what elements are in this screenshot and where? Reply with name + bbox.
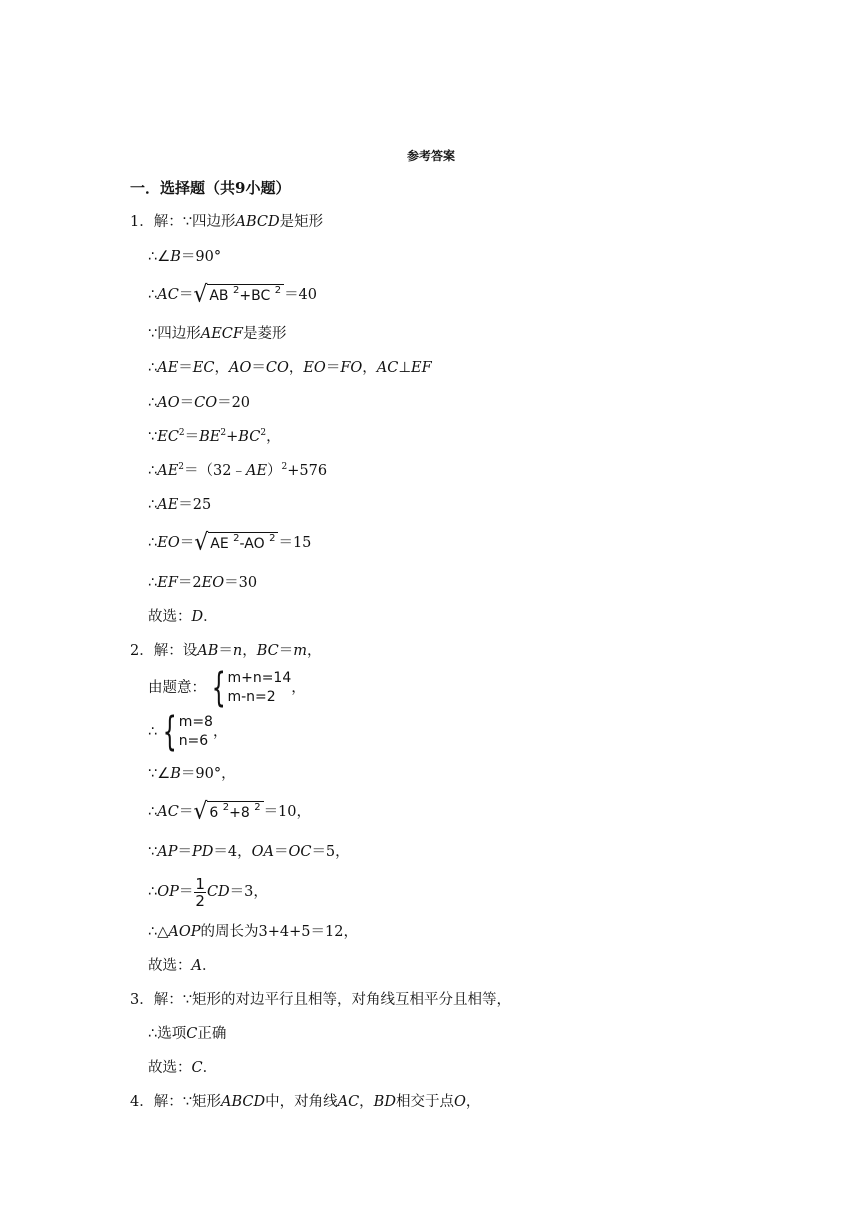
q2-line-8: ∴△AOP的周长为3+4+5＝12， [148, 924, 358, 940]
q3-number: 3． [130, 992, 154, 1008]
q1-line-5: ∴AE＝EC，AO＝CO，EO＝FO，AC⊥EF [148, 360, 432, 376]
q2-line-5: ∴AC＝ √ 6 $^2$+8 $^2$ ＝10， [148, 798, 312, 825]
q4-number: 4． [130, 1094, 154, 1110]
q2-answer: 故选：A． [148, 958, 217, 974]
q1-line-11: ∴EF＝2EO＝30 [148, 575, 258, 591]
q1-number: 1． [130, 214, 154, 230]
therefore-symbol: ∴ [148, 287, 158, 303]
therefore-symbol: ∴ [148, 249, 158, 265]
q1-line-2: ∴∠B＝90° [148, 249, 222, 265]
q1-line-1: 1．解：∵四边形ABCD是矩形 [130, 214, 324, 230]
q2-line-3: ∴ { m=8 n=6 ， [148, 709, 228, 755]
q1-line-8: $\therefore AE^2=(32﹣AE)^2+576$ [148, 462, 328, 479]
fraction-one-half: $\frac{1}{2}$ [195, 874, 205, 910]
q1-line-10: ∴EO＝ √ AE $^2$-AO $^2$ ＝15 [148, 529, 312, 556]
q1-line-3: ∴AC＝ √ AB $^2$+BC $^2$ ＝40 [148, 281, 318, 308]
page-title: 参考答案 [407, 149, 456, 163]
sqrt-formula: √ AE $^2$-AO $^2$ [194, 532, 278, 554]
equation-system: { m+n=14 m-n=2 [211, 665, 292, 711]
q1-answer: 故选：D． [148, 609, 218, 625]
q2-line-7: ∴OP＝ $\frac{1}{2}$ CD＝3， [148, 874, 268, 910]
q4-line-1: 4．解：∵矩形ABCD中，对角线AC，BD相交于点O， [130, 1094, 481, 1110]
q1-line-6: ∴AO＝CO＝20 [148, 395, 251, 411]
q3-line-2: ∴选项C正确 [148, 1026, 227, 1042]
q2-line-4: ∵∠B＝90°， [148, 766, 236, 782]
section-heading: 一．选择题（共9小题） [130, 179, 291, 197]
q3-line-1: 3．解：∵矩形的对边平行且相等，对角线互相平分且相等， [130, 992, 511, 1008]
q1-line-4: ∵四边形AECF是菱形 [148, 326, 287, 342]
q1-line-9: ∴AE＝25 [148, 497, 212, 513]
sqrt-formula: √ 6 $^2$+8 $^2$ [193, 801, 263, 823]
sqrt-formula: √ AB $^2$+BC $^2$ [193, 284, 284, 306]
q2-line-2: 由题意： { m+n=14 m-n=2 ， [148, 665, 306, 711]
equation-system: { m=8 n=6 [162, 709, 213, 755]
q2-number: 2． [130, 643, 154, 659]
q1-line-7: $\because EC^2=BE^2+BC^2$， [148, 428, 281, 445]
q2-line-6: ∵AP＝PD＝4，OA＝OC＝5， [148, 844, 350, 860]
q2-line-1: 2．解：设AB＝n，BC＝m， [130, 643, 322, 659]
q3-answer: 故选：C． [148, 1060, 218, 1076]
because-symbol: ∵ [148, 326, 158, 342]
because-symbol: ∵ [182, 214, 192, 230]
